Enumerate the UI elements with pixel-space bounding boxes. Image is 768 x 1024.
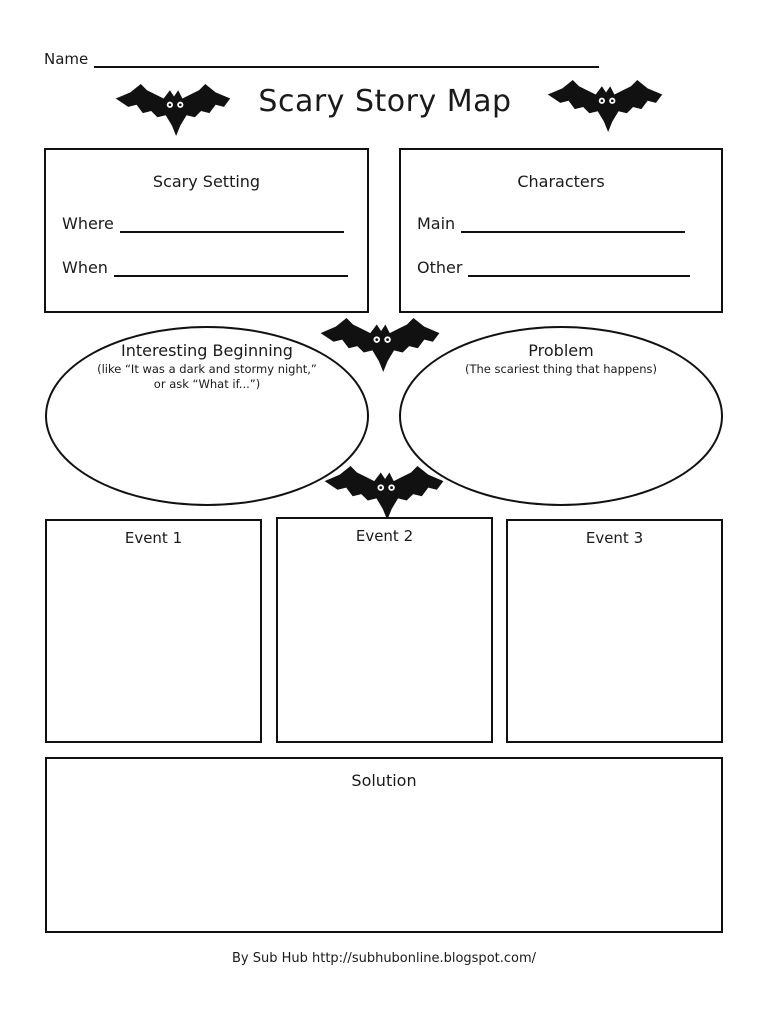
event-3-title: Event 3 xyxy=(585,529,644,547)
characters-box xyxy=(399,148,723,313)
setting-box xyxy=(44,148,369,313)
event-2-box[interactable] xyxy=(276,517,493,743)
when-line[interactable] xyxy=(114,261,348,277)
where-line[interactable] xyxy=(120,217,344,233)
event-3-box[interactable] xyxy=(506,519,723,743)
other-label: Other xyxy=(417,258,463,277)
event-1-title: Event 1 xyxy=(124,529,183,547)
name-label: Name xyxy=(44,50,89,68)
bat-icon xyxy=(314,318,446,372)
event-1-box[interactable] xyxy=(45,519,262,743)
bat-icon xyxy=(108,84,238,136)
main-character-field[interactable] xyxy=(417,214,685,233)
setting-title: Scary Setting xyxy=(152,172,261,191)
name-line[interactable] xyxy=(94,52,599,68)
event-2-title: Event 2 xyxy=(355,527,414,545)
page-title: Scary Story Map xyxy=(258,84,512,119)
when-label: When xyxy=(62,258,108,277)
main-line[interactable] xyxy=(461,217,685,233)
characters-title: Characters xyxy=(517,172,605,191)
beginning-hint-2: or ask “What if...”) xyxy=(153,377,261,391)
where-label: Where xyxy=(62,214,114,233)
footer-credit: By Sub Hub http://subhubonline.blogspot.com/ xyxy=(231,951,537,966)
when-field[interactable] xyxy=(62,258,348,277)
name-field[interactable] xyxy=(44,50,599,68)
other-character-field[interactable] xyxy=(417,258,690,277)
beginning-title: Interesting Beginning xyxy=(121,341,293,360)
bat-icon xyxy=(540,80,670,132)
bat-icon xyxy=(318,466,450,520)
where-field[interactable] xyxy=(62,214,344,233)
other-line[interactable] xyxy=(468,261,690,277)
problem-title: Problem xyxy=(528,341,594,360)
solution-title: Solution xyxy=(351,771,417,790)
beginning-hint-1: (like “It was a dark and stormy night,” xyxy=(97,362,317,376)
solution-box[interactable] xyxy=(45,757,723,933)
problem-hint: (The scariest thing that happens) xyxy=(464,362,658,376)
main-label: Main xyxy=(417,214,456,233)
